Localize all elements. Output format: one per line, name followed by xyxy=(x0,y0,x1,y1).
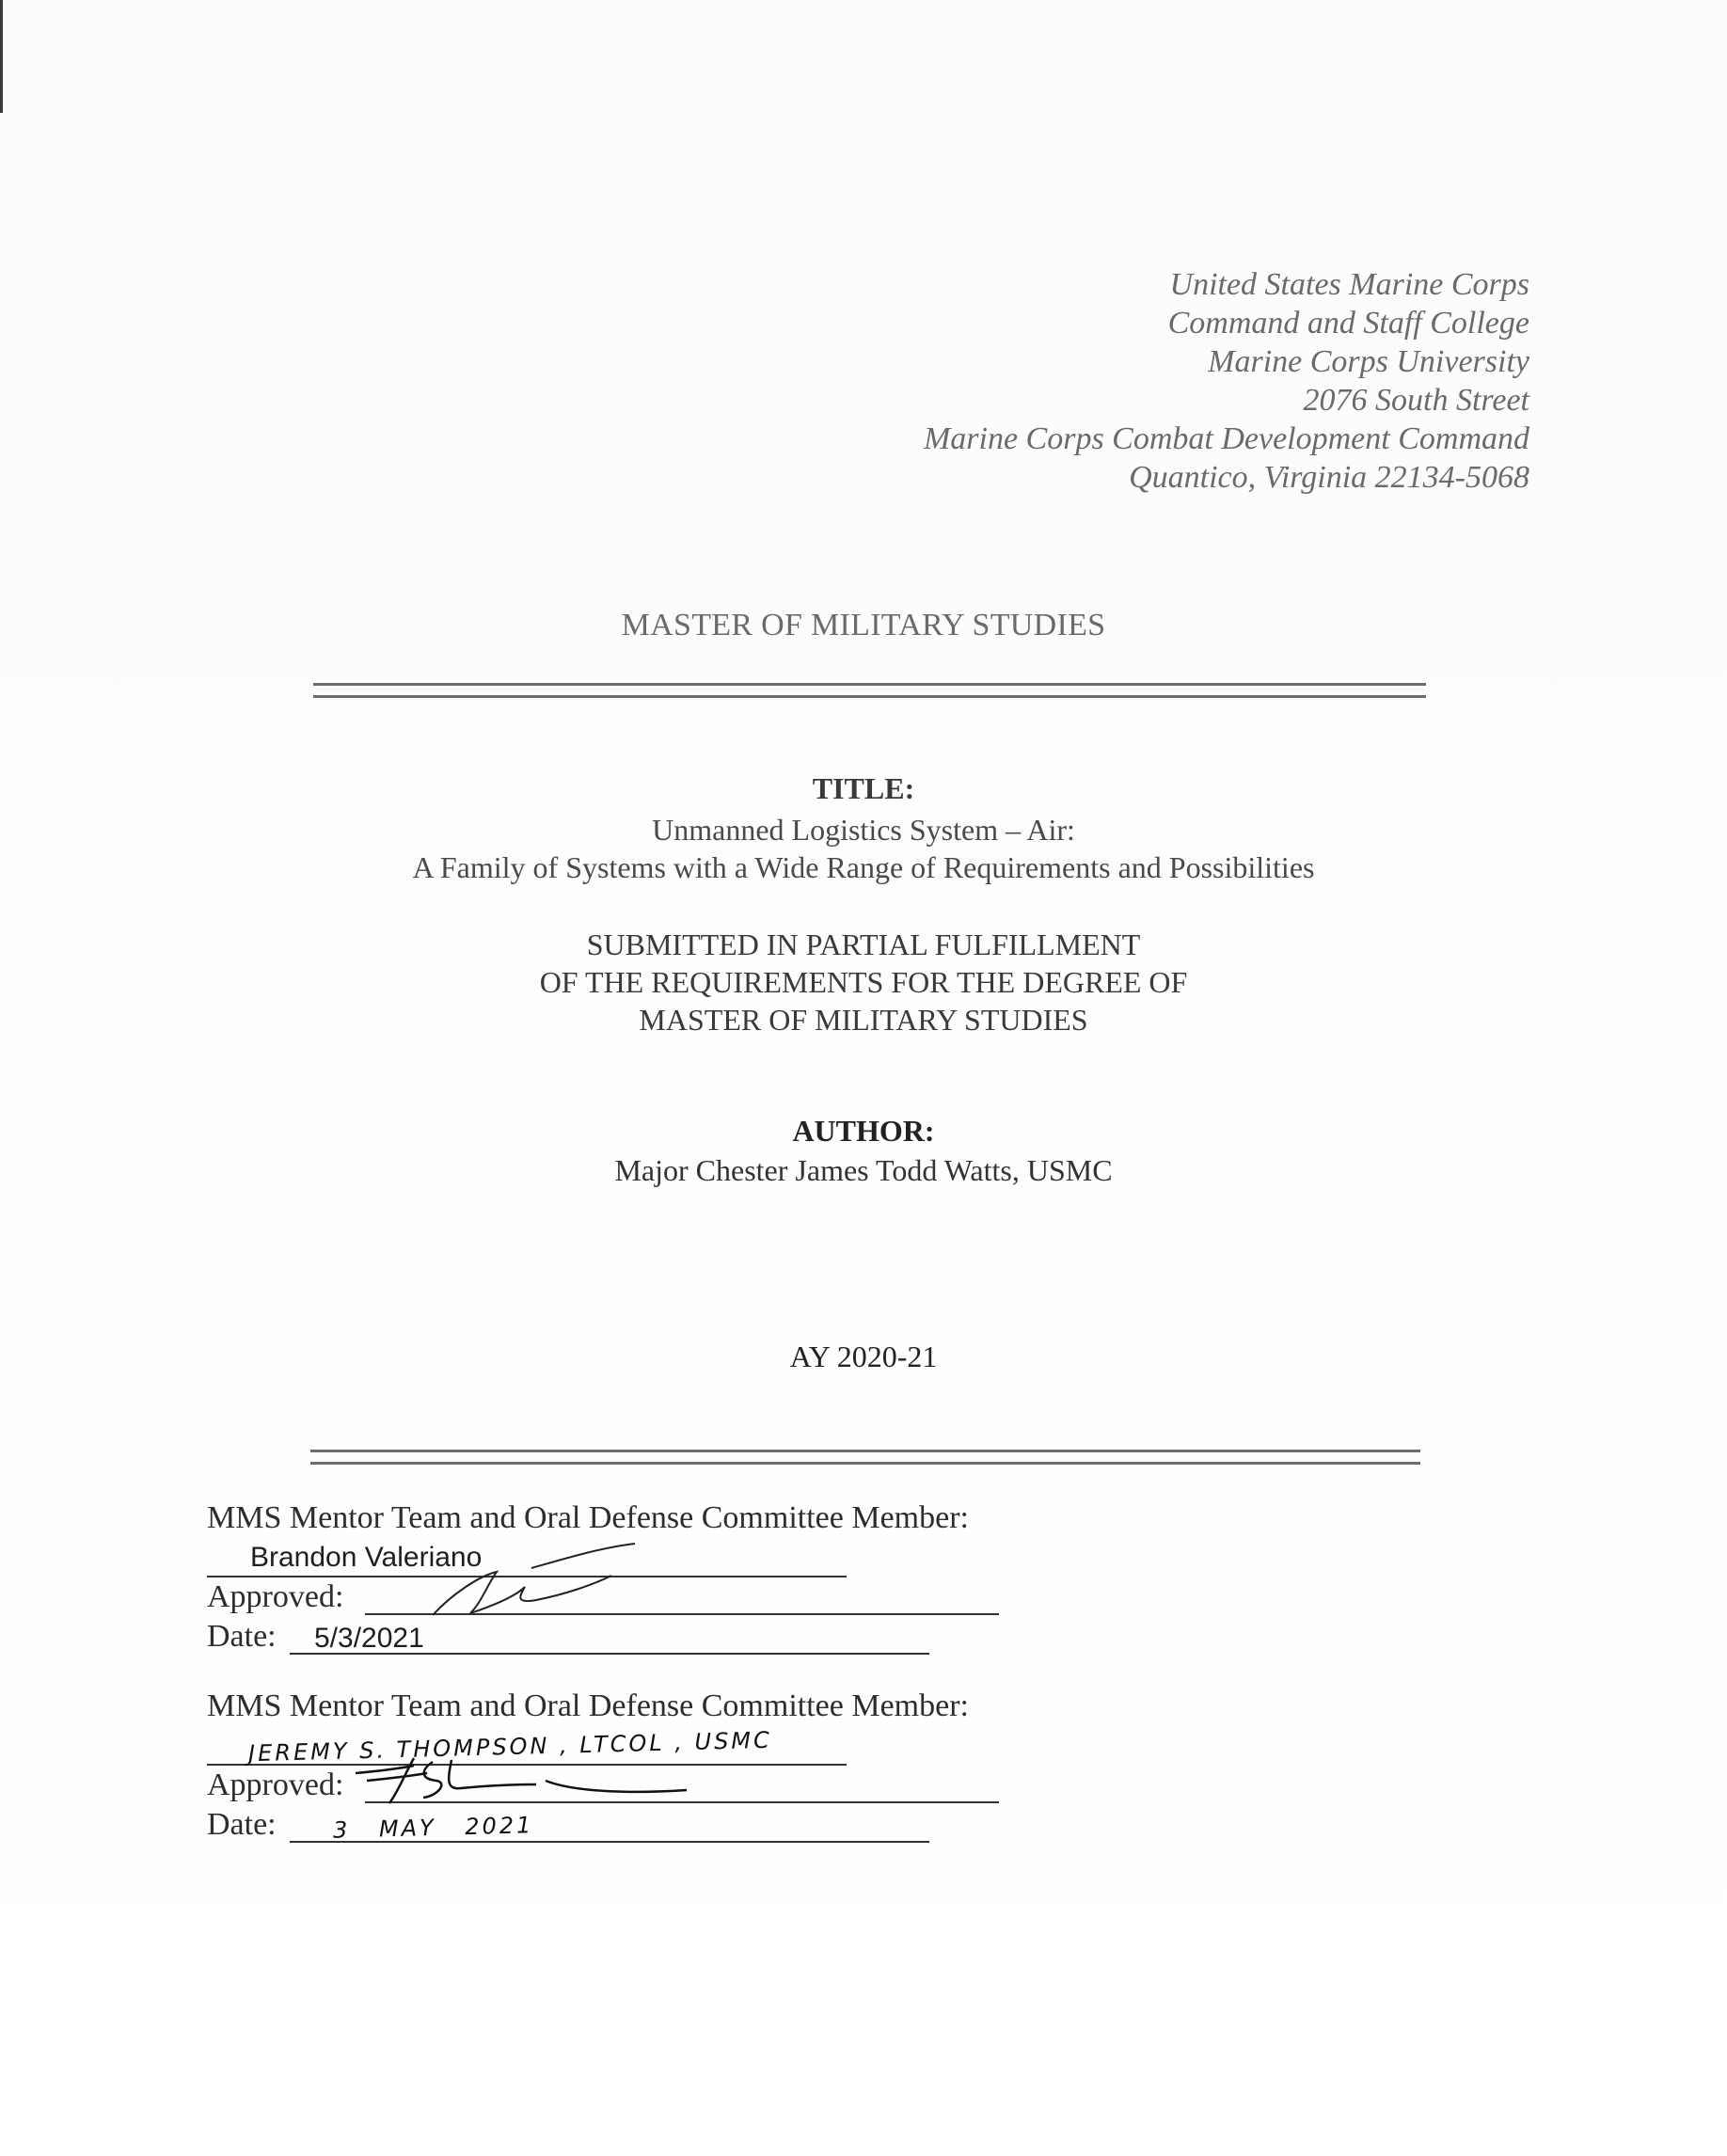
institution-address xyxy=(924,265,1529,497)
date-value: 3 MAY 2021 xyxy=(332,1812,534,1844)
address-line: Command and Staff College xyxy=(1167,306,1529,341)
program-heading: MASTER OF MILITARY STUDIES xyxy=(621,608,1106,642)
committee-heading: MMS Mentor Team and Oral Defense Committee Member: xyxy=(207,1500,969,1535)
author-label: AUTHOR: xyxy=(792,1114,935,1148)
address-line: 2076 South Street xyxy=(1303,383,1529,418)
title-line-1: Unmanned Logistics System – Air: xyxy=(652,813,1075,847)
committee-member-block xyxy=(207,1500,969,1658)
address-line: Marine Corps Combat Development Command xyxy=(923,421,1529,456)
submission-line: OF THE REQUIREMENTS FOR THE DEGREE OF xyxy=(539,965,1188,999)
submission-line: MASTER OF MILITARY STUDIES xyxy=(639,1003,1088,1037)
approved-row xyxy=(207,1768,969,1807)
approved-row xyxy=(207,1579,969,1619)
date-label: Date: xyxy=(207,1807,277,1842)
address-line: Quantico, Virginia 22134-5068 xyxy=(1129,460,1529,495)
page-edge-shadow xyxy=(0,0,3,113)
submission-statement xyxy=(0,926,1727,1038)
committee-member-block xyxy=(207,1688,969,1847)
member-name: Brandon Valeriano xyxy=(250,1542,483,1573)
date-row xyxy=(207,1807,969,1847)
date-label: Date: xyxy=(207,1619,277,1654)
author-name: Major Chester James Todd Watts, USMC xyxy=(614,1153,1113,1187)
member-name: JEREMY S. THOMPSON , LTCOL , USMC xyxy=(247,1726,773,1768)
academic-year: AY 2020-21 xyxy=(789,1340,938,1373)
approved-label: Approved: xyxy=(207,1579,344,1614)
title-label: TITLE: xyxy=(812,771,915,805)
submission-line: SUBMITTED IN PARTIAL FULFILLMENT xyxy=(586,927,1141,961)
committee-heading: MMS Mentor Team and Oral Defense Committee Member: xyxy=(207,1688,969,1723)
date-row xyxy=(207,1619,969,1658)
address-line: Marine Corps University xyxy=(1208,344,1529,379)
bottom-double-rule xyxy=(310,1450,1420,1465)
signature-mark xyxy=(414,1566,621,1619)
approved-label: Approved: xyxy=(207,1768,344,1802)
signature-mark xyxy=(348,1752,705,1809)
address-line: United States Marine Corps xyxy=(1169,267,1529,302)
title-line-2: A Family of Systems with a Wide Range of Requirements and Possibilities xyxy=(412,850,1315,884)
top-double-rule xyxy=(313,683,1426,698)
date-value: 5/3/2021 xyxy=(314,1623,424,1654)
